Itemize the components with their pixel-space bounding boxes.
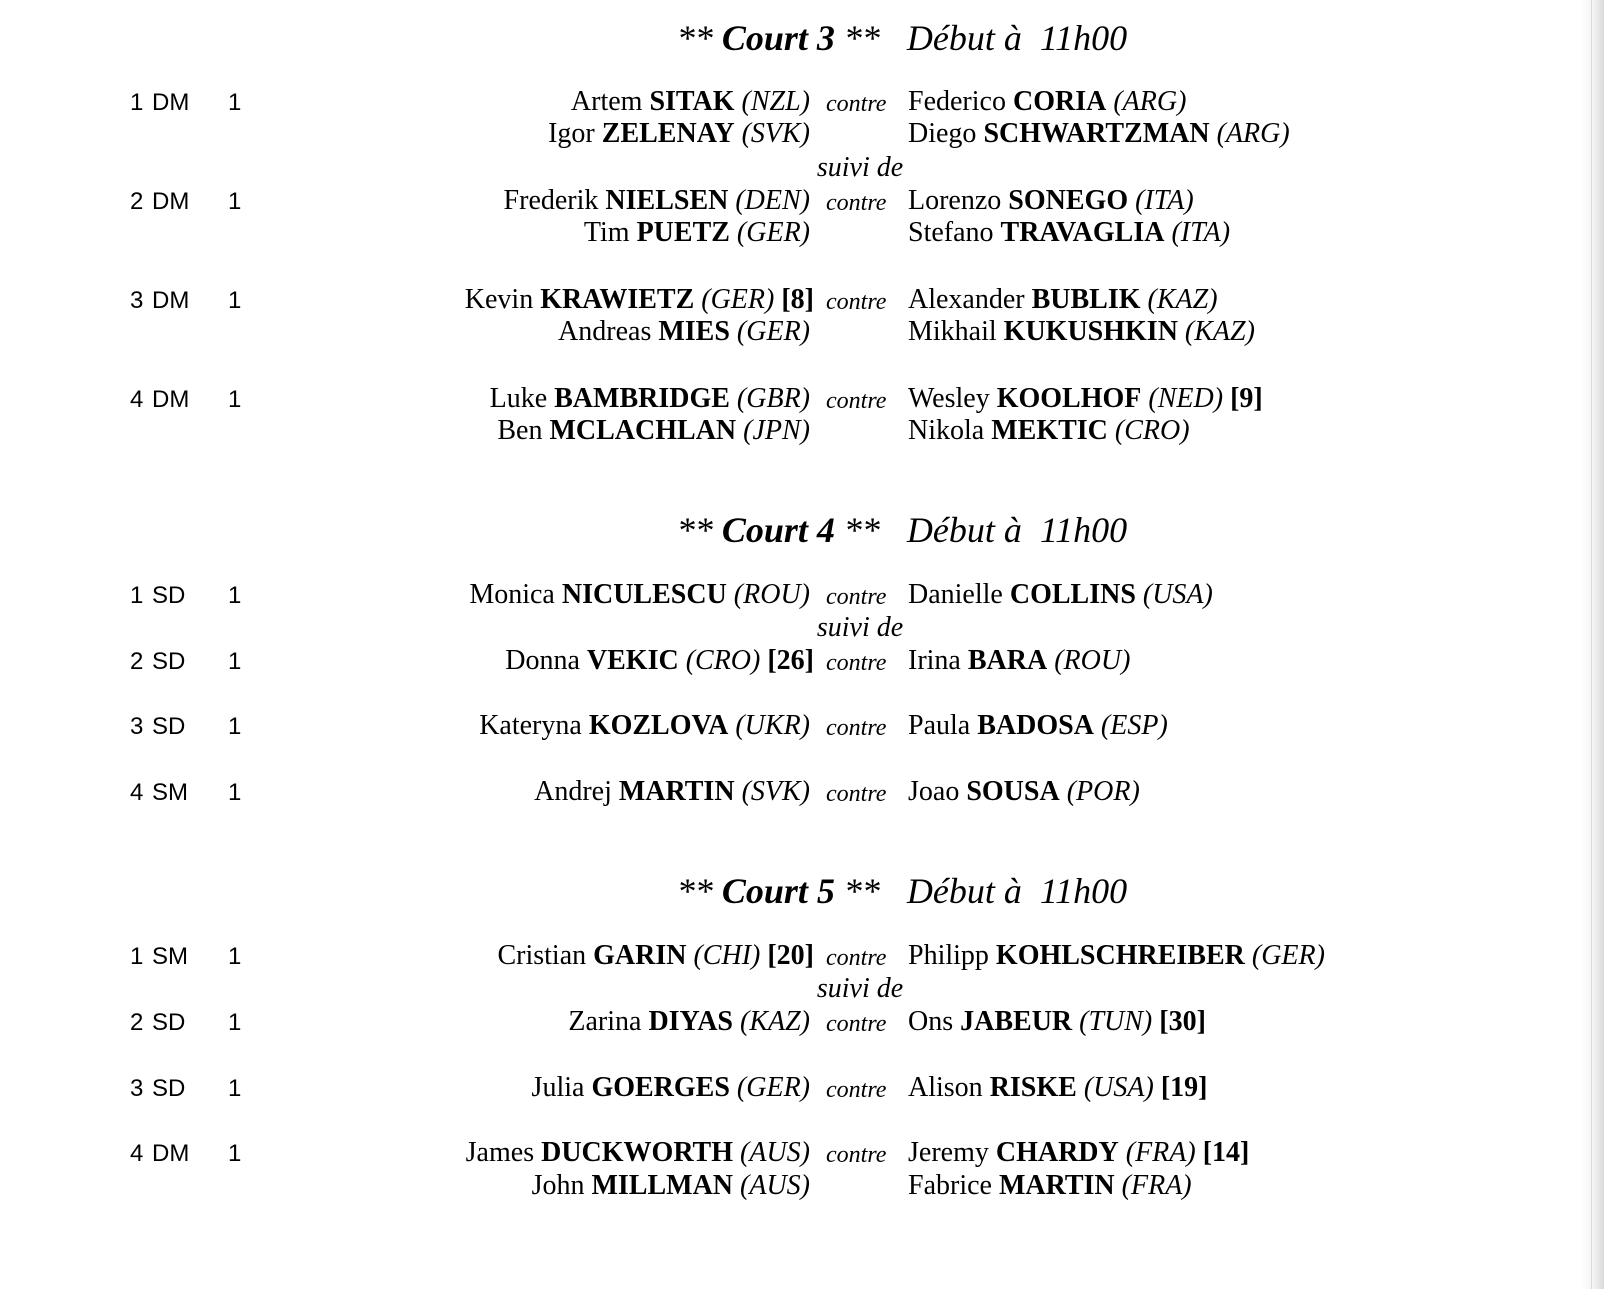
player-left — [568, 1006, 810, 1038]
player-first-name: Kevin — [464, 284, 534, 315]
court-stars-right: ** — [843, 871, 880, 911]
player-nationality: (ROU) — [733, 579, 810, 610]
player-nationality: (CHI) — [693, 940, 761, 971]
player-last-name: KOOLHOF — [996, 383, 1142, 414]
player-last-name: SONEGO — [1008, 185, 1129, 216]
draw-type: SD — [152, 1075, 186, 1102]
player-nationality: (UKR) — [735, 710, 810, 741]
court-stars-left: ** — [676, 510, 713, 550]
player-nationality: (NZL) — [741, 86, 810, 117]
court-name: Court 5 — [721, 871, 835, 911]
player-right — [908, 1006, 1206, 1038]
match-round: 1 — [228, 1140, 242, 1167]
match-order: 2 — [130, 188, 144, 215]
player-first-name: Irina — [908, 645, 961, 676]
player-nationality: (NED) — [1148, 383, 1224, 414]
match-round: 1 — [228, 386, 242, 413]
player-nationality: (FRA) — [1121, 1170, 1192, 1201]
match-order: 1 — [130, 943, 144, 970]
match-order: 4 — [130, 779, 144, 806]
contre-label: contre — [826, 1011, 887, 1037]
player-last-name: MCLACHLAN — [549, 415, 737, 446]
player-nationality: (GER) — [1251, 940, 1325, 971]
player-last-name: CHARDY — [995, 1137, 1119, 1168]
player-left — [532, 1072, 810, 1104]
match-round: 1 — [228, 943, 242, 970]
player-left — [548, 118, 810, 150]
match-row — [0, 415, 1604, 447]
court-heading — [477, 871, 1127, 911]
player-nationality: (KAZ) — [1184, 316, 1255, 347]
match-order: 2 — [130, 1009, 144, 1036]
player-first-name: Luke — [489, 383, 548, 414]
player-last-name: BUBLIK — [1031, 284, 1141, 315]
draw-type: DM — [152, 386, 190, 413]
player-last-name: MARTIN — [998, 1170, 1115, 1201]
player-nationality: (GER) — [736, 1072, 810, 1103]
player-nationality: (CRO) — [685, 645, 761, 676]
player-last-name: NIELSEN — [605, 185, 729, 216]
match-row — [0, 86, 1604, 118]
player-first-name: Alison — [908, 1072, 983, 1103]
player-first-name: Paula — [908, 710, 971, 741]
player-right — [908, 776, 1140, 808]
player-right — [908, 316, 1255, 348]
player-right — [908, 710, 1168, 742]
player-last-name: SCHWARTZMAN — [983, 118, 1210, 149]
player-nationality: (CRO) — [1114, 415, 1190, 446]
match-row — [0, 316, 1604, 348]
player-last-name: DIYAS — [648, 1006, 733, 1037]
contre-label: contre — [826, 715, 887, 741]
player-nationality: (ARG) — [1113, 86, 1187, 117]
player-left — [497, 940, 814, 972]
player-nationality: (GER) — [736, 316, 810, 347]
player-last-name: SOUSA — [966, 776, 1060, 807]
contre-label: contre — [826, 945, 887, 971]
court-start-time: Début à 11h00 — [906, 18, 1128, 58]
draw-type: SM — [152, 779, 188, 806]
match-round: 1 — [228, 1009, 242, 1036]
player-first-name: Wesley — [908, 383, 990, 414]
player-right — [908, 940, 1325, 972]
player-left — [479, 710, 810, 742]
player-nationality: (KAZ) — [740, 1006, 810, 1037]
player-first-name: Fabrice — [908, 1170, 992, 1201]
match-row — [0, 710, 1604, 742]
contre-label: contre — [826, 1077, 887, 1103]
player-left — [465, 284, 814, 316]
player-last-name: DUCKWORTH — [541, 1137, 734, 1168]
player-left — [532, 1170, 810, 1202]
match-row — [0, 284, 1604, 316]
player-nationality: (AUS) — [740, 1170, 810, 1201]
player-last-name: CORIA — [1012, 86, 1107, 117]
court-name: Court 3 — [721, 18, 835, 58]
contre-label: contre — [826, 650, 887, 676]
player-seed: [14] — [1202, 1137, 1250, 1168]
player-nationality: (USA) — [1083, 1072, 1154, 1103]
player-last-name: NICULESCU — [561, 579, 727, 610]
player-right — [908, 645, 1130, 677]
player-first-name: Stefano — [908, 217, 994, 248]
match-round: 1 — [228, 582, 242, 609]
match-order: 1 — [130, 582, 144, 609]
player-last-name: ZELENAY — [601, 118, 735, 149]
player-last-name: BADOSA — [977, 710, 1094, 741]
player-left — [534, 776, 810, 808]
match-order: 2 — [130, 648, 144, 675]
player-right — [908, 1072, 1207, 1104]
player-right — [908, 415, 1190, 447]
contre-label: contre — [826, 781, 887, 807]
player-nationality: (DEN) — [735, 185, 810, 216]
player-seed: [20] — [767, 940, 814, 971]
player-seed: [8] — [781, 284, 814, 315]
player-nationality: (USA) — [1142, 579, 1213, 610]
player-last-name: MIES — [658, 316, 730, 347]
player-left — [490, 383, 810, 415]
match-round: 1 — [228, 779, 242, 806]
draw-type: SD — [152, 582, 186, 609]
player-last-name: GOERGES — [591, 1072, 730, 1103]
player-right — [908, 579, 1213, 611]
court-stars-right: ** — [843, 18, 880, 58]
contre-label: contre — [826, 91, 887, 117]
player-last-name: MEKTIC — [991, 415, 1108, 446]
court-stars-right: ** — [843, 510, 880, 550]
player-first-name: Danielle — [908, 579, 1003, 610]
player-last-name: KOZLOVA — [588, 710, 729, 741]
player-left — [571, 86, 810, 118]
court-header — [0, 510, 1604, 550]
player-first-name: Igor — [548, 118, 595, 149]
player-nationality: (ROU) — [1054, 645, 1131, 676]
draw-type: DM — [152, 1140, 190, 1167]
player-first-name: Joao — [908, 776, 960, 807]
player-first-name: Jeremy — [908, 1137, 989, 1168]
player-first-name: Mikhail — [908, 316, 997, 347]
draw-type: DM — [152, 287, 190, 314]
match-round: 1 — [228, 188, 242, 215]
contre-label: contre — [826, 584, 887, 610]
player-first-name: Lorenzo — [908, 185, 1002, 216]
player-nationality: (GER) — [701, 284, 775, 315]
match-row — [0, 645, 1604, 677]
player-last-name: KUKUSHKIN — [1003, 316, 1178, 347]
player-last-name: TRAVAGLIA — [1000, 217, 1165, 248]
player-right — [908, 217, 1230, 249]
player-nationality: (AUS) — [740, 1137, 810, 1168]
match-round: 1 — [228, 648, 242, 675]
match-order: 3 — [130, 1075, 144, 1102]
player-first-name: Philipp — [908, 940, 989, 971]
player-last-name: KOHLSCHREIBER — [995, 940, 1245, 971]
player-left — [584, 217, 810, 249]
suivi-de-label: suivi de — [816, 612, 904, 643]
match-order: 3 — [130, 287, 144, 314]
player-nationality: (ARG) — [1216, 118, 1290, 149]
suivi-de-label: suivi de — [816, 973, 904, 1004]
player-nationality: (JPN) — [743, 415, 810, 446]
suivi-de-label: suivi de — [816, 152, 904, 183]
draw-type: SD — [152, 1009, 186, 1036]
player-left — [505, 645, 814, 677]
player-first-name: Andrej — [534, 776, 612, 807]
player-nationality: (ESP) — [1100, 710, 1168, 741]
player-left — [497, 415, 810, 447]
player-first-name: Alexander — [908, 284, 1025, 315]
match-row — [0, 383, 1604, 415]
player-right — [908, 185, 1194, 217]
court-heading — [477, 18, 1127, 58]
court-stars-left: ** — [676, 18, 713, 58]
player-nationality: (GER) — [736, 217, 810, 248]
player-right — [908, 383, 1263, 415]
player-first-name: Andreas — [558, 316, 652, 347]
player-nationality: (KAZ) — [1147, 284, 1218, 315]
player-right — [908, 118, 1290, 150]
player-last-name: PUETZ — [636, 217, 730, 248]
contre-label: contre — [826, 289, 887, 315]
player-right — [908, 284, 1218, 316]
player-seed: [9] — [1230, 383, 1263, 414]
player-nationality: (GBR) — [736, 383, 810, 414]
player-first-name: Ben — [497, 415, 543, 446]
player-last-name: SITAK — [649, 86, 735, 117]
player-first-name: Cristian — [497, 940, 587, 971]
match-row — [0, 217, 1604, 249]
draw-type: SD — [152, 713, 186, 740]
player-first-name: Artem — [570, 86, 643, 117]
player-nationality: (TUN) — [1079, 1006, 1153, 1037]
match-row — [0, 579, 1604, 611]
court-stars-left: ** — [676, 871, 713, 911]
draw-type: DM — [152, 89, 190, 116]
player-last-name: COLLINS — [1009, 579, 1136, 610]
match-order: 1 — [130, 89, 144, 116]
player-last-name: VEKIC — [586, 645, 679, 676]
court-header — [0, 18, 1604, 58]
court-header — [0, 871, 1604, 911]
contre-label: contre — [826, 1142, 887, 1168]
match-round: 1 — [228, 287, 242, 314]
player-last-name: GARIN — [593, 940, 687, 971]
match-row — [0, 1006, 1604, 1038]
match-round: 1 — [228, 713, 242, 740]
match-order: 4 — [130, 1140, 144, 1167]
court-name: Court 4 — [721, 510, 835, 550]
player-first-name: Kateryna — [479, 710, 582, 741]
player-nationality: (ITA) — [1135, 185, 1194, 216]
player-nationality: (SVK) — [741, 118, 810, 149]
player-right — [908, 86, 1186, 118]
match-order: 3 — [130, 713, 144, 740]
player-first-name: Ons — [908, 1006, 954, 1037]
page-edge-shadow — [1580, 0, 1604, 1289]
player-first-name: Federico — [908, 86, 1006, 117]
player-left — [469, 579, 810, 611]
player-right — [908, 1170, 1192, 1202]
match-round: 1 — [228, 1075, 242, 1102]
player-left — [466, 1137, 810, 1169]
player-first-name: James — [465, 1137, 535, 1168]
player-left — [504, 185, 810, 217]
player-last-name: BARA — [967, 645, 1048, 676]
contre-label: contre — [826, 388, 887, 414]
match-row — [0, 940, 1604, 972]
player-nationality: (POR) — [1066, 776, 1140, 807]
match-order: 4 — [130, 386, 144, 413]
draw-type: SD — [152, 648, 186, 675]
player-first-name: Donna — [505, 645, 580, 676]
court-start-time: Début à 11h00 — [906, 871, 1128, 911]
player-left — [558, 316, 810, 348]
draw-type: SM — [152, 943, 188, 970]
player-last-name: BAMBRIDGE — [554, 383, 730, 414]
player-last-name: RISKE — [989, 1072, 1077, 1103]
player-first-name: Frederik — [503, 185, 599, 216]
match-row — [0, 118, 1604, 150]
player-right — [908, 1137, 1249, 1169]
player-first-name: Diego — [908, 118, 977, 149]
player-last-name: MARTIN — [618, 776, 735, 807]
player-first-name: Monica — [469, 579, 555, 610]
match-row — [0, 776, 1604, 808]
match-row — [0, 1072, 1604, 1104]
match-row — [0, 1137, 1604, 1169]
player-seed: [19] — [1160, 1072, 1208, 1103]
player-first-name: John — [531, 1170, 585, 1201]
player-seed: [30] — [1159, 1006, 1206, 1037]
player-nationality: (FRA) — [1125, 1137, 1196, 1168]
match-round: 1 — [228, 89, 242, 116]
player-nationality: (ITA) — [1171, 217, 1231, 248]
court-heading — [477, 510, 1127, 550]
player-seed: [26] — [767, 645, 814, 676]
match-row — [0, 1170, 1604, 1202]
player-first-name: Tim — [583, 217, 630, 248]
contre-label: contre — [826, 190, 887, 216]
player-first-name: Nikola — [908, 415, 985, 446]
player-last-name: JABEUR — [960, 1006, 1073, 1037]
player-last-name: KRAWIETZ — [540, 284, 695, 315]
player-last-name: MILLMAN — [591, 1170, 734, 1201]
court-start-time: Début à 11h00 — [906, 510, 1128, 550]
player-first-name: Zarina — [568, 1006, 642, 1037]
player-first-name: Julia — [531, 1072, 585, 1103]
draw-type: DM — [152, 188, 190, 215]
player-nationality: (SVK) — [741, 776, 810, 807]
match-row — [0, 185, 1604, 217]
